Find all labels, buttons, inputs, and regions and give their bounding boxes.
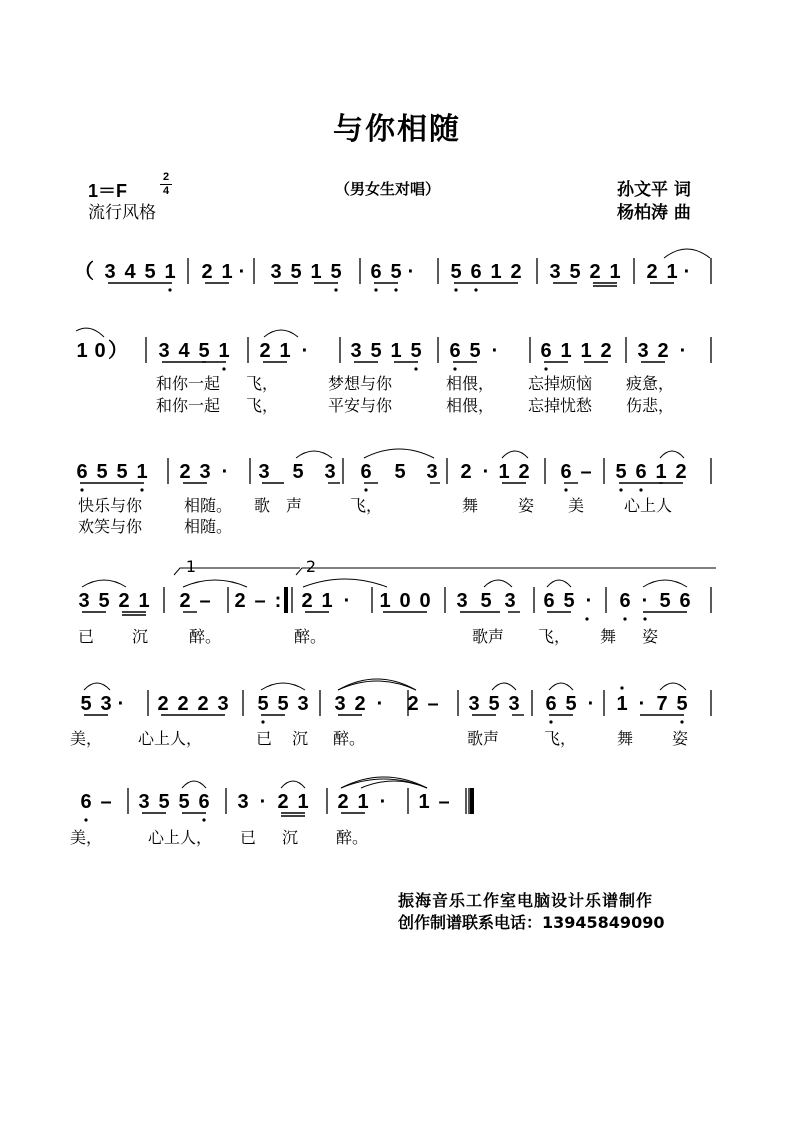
note: 3 (78, 590, 90, 612)
style-label: 流行风格 (88, 203, 156, 223)
low-octave-dot (80, 488, 83, 491)
composer-credit: 杨柏涛 曲 (617, 203, 691, 223)
slur (84, 683, 110, 690)
slur (664, 249, 710, 258)
note: 5 (488, 693, 500, 715)
low-octave-dot (202, 818, 205, 821)
lyric-word: 舞 (461, 496, 479, 515)
volta-2-number: 2 (305, 557, 317, 576)
note: 2 (197, 693, 209, 715)
note: 6 (76, 461, 88, 483)
note: 3 (217, 693, 229, 715)
note: · (376, 693, 384, 715)
slur (364, 449, 434, 458)
note: 5 (676, 693, 688, 715)
note: 1 (357, 791, 369, 813)
low-octave-dot (623, 617, 626, 620)
note: 1 (221, 261, 233, 283)
slur (182, 781, 206, 788)
note: 1 (321, 590, 333, 612)
low-octave-dot (643, 617, 646, 620)
time-signature-bottom: 4 (162, 185, 170, 197)
note: · (641, 590, 649, 612)
lyric-word: 美， (69, 729, 103, 748)
note: 5 (563, 590, 575, 612)
lyric-word: 相随。 (183, 517, 233, 536)
low-octave-dot (585, 617, 588, 620)
low-octave-dot (84, 818, 87, 821)
low-octave-dot (564, 488, 567, 491)
slur (361, 781, 427, 788)
lyric-word: 梦想与你 (327, 374, 393, 393)
note: · (117, 693, 125, 715)
note: 1 (218, 340, 230, 362)
note: 3 (637, 340, 649, 362)
slur (183, 580, 247, 587)
lyric-word: 歌声 (471, 627, 505, 646)
note: 2 (510, 261, 522, 283)
lyric-word: 姿 (517, 496, 535, 515)
note: 5 (480, 590, 492, 612)
slur (303, 579, 387, 587)
low-octave-dot (222, 367, 225, 370)
low-octave-dot (680, 720, 683, 723)
note: 3 (199, 461, 211, 483)
lyric-word: 飞， (349, 496, 383, 515)
low-octave-dot (619, 488, 622, 491)
lyric-word: 美 (567, 496, 585, 515)
low-octave-dot (639, 488, 642, 491)
note: · (379, 791, 387, 813)
note: 1 (490, 261, 502, 283)
note: · (259, 791, 267, 813)
note: 1 (560, 340, 572, 362)
note: – (580, 461, 592, 483)
note: · (343, 590, 351, 612)
slur (660, 683, 686, 690)
note: 3 (270, 261, 282, 283)
note: 2 (179, 461, 191, 483)
note: 3 (334, 693, 346, 715)
lyric-word: 醉。 (335, 828, 369, 847)
slur (82, 580, 126, 587)
note: 6 (370, 261, 382, 283)
note: 5 (615, 461, 627, 483)
note: 2 (675, 461, 687, 483)
note: 1 (279, 340, 291, 362)
lyric-word: 相随。 (183, 496, 233, 515)
note: 1 (580, 340, 592, 362)
lyric-word: 欢笑与你 (77, 517, 143, 536)
note: 3 (468, 693, 480, 715)
note: 2 (518, 461, 530, 483)
lyric-word: 歌声 (466, 729, 500, 748)
note: 5 (98, 590, 110, 612)
note: 3 (100, 693, 112, 715)
note: 1 (138, 590, 150, 612)
note: – (199, 590, 211, 612)
note: 6 (449, 340, 461, 362)
low-octave-dot (474, 288, 477, 291)
note: · (301, 340, 309, 362)
note: 3 (504, 590, 516, 612)
slur (281, 781, 305, 788)
slur (338, 681, 416, 690)
note: – (438, 791, 450, 813)
time-signature-top: 2 (162, 171, 170, 183)
note: 3 (297, 693, 309, 715)
lyric-word: 疲惫， (625, 374, 675, 393)
note: 1 (136, 461, 148, 483)
lyric-word: 姿 (641, 627, 659, 646)
high-octave-dot (620, 686, 623, 689)
note: 5 (198, 340, 210, 362)
note: 2 (600, 340, 612, 362)
low-octave-dot (374, 288, 377, 291)
note: 6 (198, 791, 210, 813)
note: 2 (157, 693, 169, 715)
slur (261, 683, 305, 690)
key-signature: 1＝F (88, 181, 128, 201)
note: · (407, 261, 415, 283)
note: 3 (104, 261, 116, 283)
note: 1 (418, 791, 430, 813)
note: 2 (201, 261, 213, 283)
note: 1 (164, 261, 176, 283)
lyric-word: 歌 (253, 496, 271, 515)
song-title: 与你相随 (333, 112, 461, 147)
lyric-word: 忘掉忧愁 (527, 396, 593, 415)
note: 1 (76, 340, 88, 362)
note: 2 (179, 590, 191, 612)
note: 5 (394, 461, 406, 483)
note: 5 (144, 261, 156, 283)
note: 5 (292, 461, 304, 483)
note: 5 (330, 261, 342, 283)
note: 5 (565, 693, 577, 715)
lyric-word: 忘掉烦恼 (527, 374, 593, 393)
note: 6 (543, 590, 555, 612)
note: 6 (545, 693, 557, 715)
low-octave-dot (334, 288, 337, 291)
note: 6 (80, 791, 92, 813)
note: ） (108, 340, 128, 362)
note: 3 (508, 693, 520, 715)
note: 3 (324, 461, 336, 483)
note: 0 (419, 590, 431, 612)
note: · (491, 340, 499, 362)
note: 2 (646, 261, 658, 283)
duet-label: （男女生对唱） (335, 180, 441, 198)
note: 5 (410, 340, 422, 362)
lyric-word: 和你一起 (155, 396, 221, 415)
lyric-word: 相偎， (445, 374, 495, 393)
note: 6 (470, 261, 482, 283)
low-octave-dot (261, 720, 264, 723)
slur (549, 683, 573, 690)
note: 2 (337, 791, 349, 813)
note: 1 (379, 590, 391, 612)
slur (484, 580, 512, 587)
note: · (638, 693, 646, 715)
note: 3 (350, 340, 362, 362)
note: 6 (635, 461, 647, 483)
note: 6 (560, 461, 572, 483)
slur (492, 683, 516, 690)
lyric-word: 已 (255, 729, 273, 748)
note: 1 (655, 461, 667, 483)
note: · (585, 590, 593, 612)
note: 5 (80, 693, 92, 715)
note: 5 (257, 693, 269, 715)
note: 1 (616, 693, 628, 715)
note: 6 (540, 340, 552, 362)
lyric-word: 醉。 (293, 627, 327, 646)
note: 0 (94, 340, 106, 362)
note: · (679, 340, 687, 362)
note: 5 (390, 261, 402, 283)
lyric-word: 飞， (537, 627, 571, 646)
note: 5 (290, 261, 302, 283)
contact-phone: 创作制谱联系电话：13945849090 (398, 913, 665, 932)
note: 2 (407, 693, 419, 715)
note: · (683, 261, 691, 283)
note: 2 (589, 261, 601, 283)
lyric-word: 已 (77, 627, 95, 646)
slur (296, 451, 332, 458)
low-octave-dot (549, 720, 552, 723)
note: 2 (177, 693, 189, 715)
note: 4 (124, 261, 136, 283)
note: – (254, 590, 266, 612)
note: 1 (666, 261, 678, 283)
lyric-word: 飞， (543, 729, 577, 748)
studio-credit: 振海音乐工作室电脑设计乐谱制作 (398, 891, 654, 910)
low-octave-dot (453, 367, 456, 370)
note: 1 (498, 461, 510, 483)
note: 3 (138, 791, 150, 813)
note: 5 (96, 461, 108, 483)
note: 6 (679, 590, 691, 612)
note: 3 (456, 590, 468, 612)
note: · (221, 461, 229, 483)
lyric-word: 已 (239, 828, 257, 847)
low-octave-dot (168, 288, 171, 291)
note: 2 (354, 693, 366, 715)
lyric-word: 沉 (281, 828, 299, 847)
low-octave-dot (544, 367, 547, 370)
note: 5 (116, 461, 128, 483)
note: 0 (399, 590, 411, 612)
lyric-word: 平安与你 (327, 396, 393, 415)
note: · (482, 461, 490, 483)
lyric-word: 舞 (616, 729, 634, 748)
note: 3 (549, 261, 561, 283)
lyric-word: 伤悲， (625, 396, 675, 415)
lyric-word: 心上人 (623, 496, 673, 515)
lyric-word: 心上人， (147, 828, 213, 847)
low-octave-dot (414, 367, 417, 370)
note: 2 (460, 461, 472, 483)
lyric-word: 心上人， (137, 729, 203, 748)
lyric-word: 飞， (245, 374, 279, 393)
note: 3 (258, 461, 270, 483)
slur (264, 330, 298, 337)
lyric-word: 沉 (131, 627, 149, 646)
low-octave-dot (394, 288, 397, 291)
note: : (274, 590, 282, 612)
open-paren: （ (74, 261, 94, 283)
low-octave-dot (364, 488, 367, 491)
note: 2 (259, 340, 271, 362)
note: 5 (178, 791, 190, 813)
lyric-word: 沉 (291, 729, 309, 748)
note: 2 (277, 791, 289, 813)
note: 5 (569, 261, 581, 283)
note: 2 (301, 590, 313, 612)
note: 3 (426, 461, 438, 483)
lyric-word: 醉。 (188, 627, 222, 646)
note: 6 (360, 461, 372, 483)
low-octave-dot (454, 288, 457, 291)
note: 1 (297, 791, 309, 813)
note: 3 (158, 340, 170, 362)
note: 5 (469, 340, 481, 362)
lyric-word: 美， (69, 828, 103, 847)
lyric-word: 舞 (599, 627, 617, 646)
note: – (427, 693, 439, 715)
slur (660, 451, 684, 458)
note: 6 (619, 590, 631, 612)
lyric-word: 姿 (671, 729, 689, 748)
low-octave-dot (140, 488, 143, 491)
slur (76, 328, 104, 337)
volta-bracket-2 (296, 568, 716, 575)
note: 1 (390, 340, 402, 362)
note: 1 (609, 261, 621, 283)
slur (502, 451, 528, 458)
lyric-word: 飞， (245, 396, 279, 415)
note: 5 (450, 261, 462, 283)
lyric-word: 醉。 (332, 729, 366, 748)
slur (547, 580, 571, 587)
note: – (100, 791, 112, 813)
note: · (238, 261, 246, 283)
note: 2 (118, 590, 130, 612)
note: 2 (657, 340, 669, 362)
note: 1 (310, 261, 322, 283)
slur (643, 580, 687, 587)
note: 4 (178, 340, 190, 362)
note: 2 (234, 590, 246, 612)
lyric-word: 声 (285, 496, 303, 515)
note: · (587, 693, 595, 715)
note: 5 (277, 693, 289, 715)
lyric-word: 和你一起 (155, 374, 221, 393)
note: 3 (237, 791, 249, 813)
note: 5 (158, 791, 170, 813)
note: 5 (659, 590, 671, 612)
note: 5 (370, 340, 382, 362)
note: 7 (656, 693, 668, 715)
lyricist-credit: 孙文平 词 (617, 180, 691, 200)
lyric-word: 快乐与你 (77, 496, 143, 515)
lyric-word: 相偎， (445, 396, 495, 415)
volta-1-number: 1 (185, 557, 197, 576)
